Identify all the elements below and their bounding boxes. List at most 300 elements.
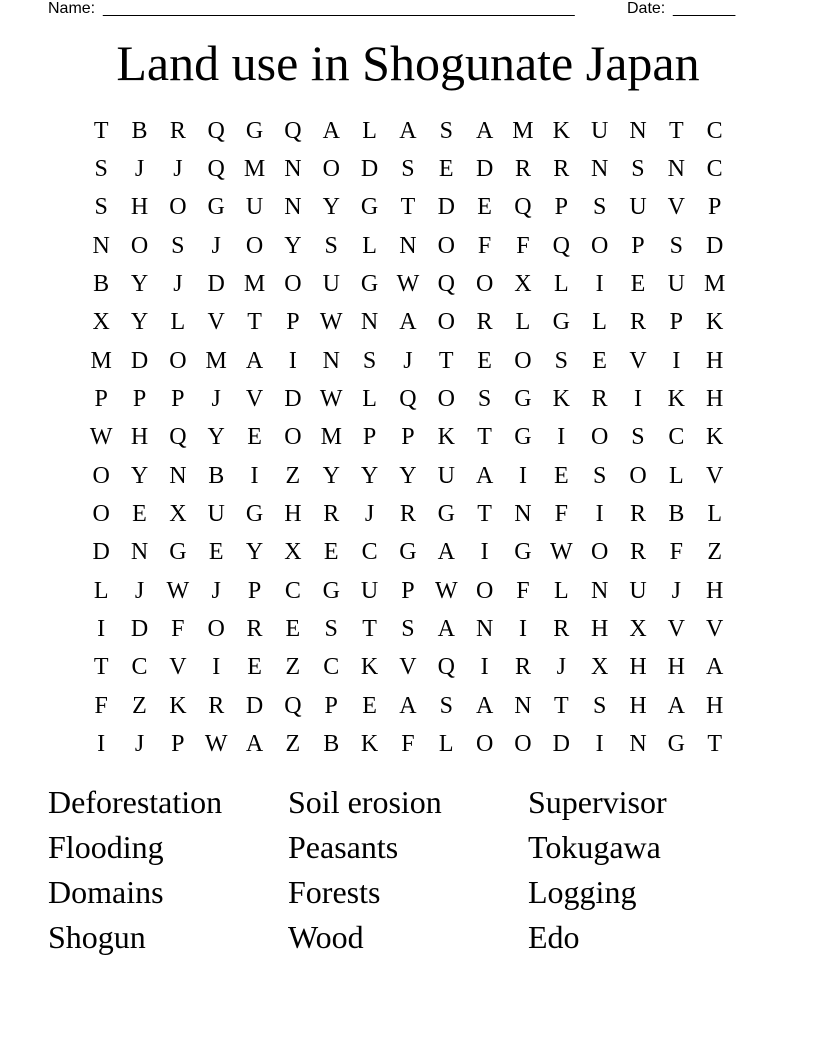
grid-letter: L [362,232,377,259]
grid-letter: J [173,271,183,298]
grid-letter: F [401,731,415,758]
grid-letter: B [323,731,340,758]
grid-letter: Y [322,462,340,489]
grid-letter: S [669,232,683,259]
grid-letter: J [211,386,221,413]
grid-letter: U [360,577,379,604]
grid-letter: X [284,539,302,566]
grid-letter: S [592,462,607,489]
grid-letter: R [208,692,225,719]
grid-letter: O [169,347,187,374]
grid-letter: A [706,654,724,681]
grid-letter: Q [437,654,455,681]
grid-letter: Q [399,386,417,413]
grid-letter: X [92,309,110,336]
grid-letter: O [437,232,455,259]
grid-letter: B [668,501,685,528]
grid-letter: J [211,232,221,259]
grid-letter: C [131,654,148,681]
grid-letter: O [514,347,532,374]
grid-letter: T [553,692,569,719]
grid-letter: Y [360,462,379,489]
grid-letter: W [319,386,343,413]
grid-letter: J [556,654,566,681]
grid-letter: A [245,731,264,758]
grid-letter: O [92,501,110,528]
grid-letter: Y [284,232,302,259]
grid-letter: S [439,117,453,144]
word-list-item: Logging [528,874,637,910]
grid-letter: H [706,692,724,719]
grid-letter: K [667,386,685,413]
grid-letter: Z [285,462,301,489]
grid-letter: I [633,386,642,413]
grid-letter: I [518,462,527,489]
grid-letter: T [707,731,722,758]
grid-letter: P [132,386,147,413]
grid-letter: O [92,462,110,489]
grid-letter: G [514,539,532,566]
grid-letter: R [169,117,186,144]
grid-letter: E [362,692,377,719]
grid-letter: N [284,156,302,183]
grid-letter: P [554,194,568,221]
grid-letter: I [557,424,566,451]
grid-letter: T [93,654,109,681]
grid-letter: R [553,616,570,643]
grid-letter: A [245,347,264,374]
grid-letter: H [590,616,609,643]
page-title: Land use in Shogunate Japan [116,35,700,91]
grid-letter: Y [130,462,149,489]
grid-letter: R [246,616,263,643]
grid-letter: M [243,271,266,298]
grid-letter: G [667,731,685,758]
grid-letter: E [630,271,646,298]
grid-letter: B [208,462,225,489]
grid-letter: F [516,232,530,259]
grid-letter: X [629,616,647,643]
grid-letter: Q [284,692,302,719]
name-label: Name: [48,0,96,17]
grid-letter: D [130,616,149,643]
grid-letter: N [360,309,379,336]
word-list-item: Deforestation [48,784,223,820]
grid-letter: A [475,462,494,489]
grid-letter: F [669,539,683,566]
grid-letter: X [514,271,532,298]
grid-letter: A [437,539,455,566]
grid-letter: H [706,577,724,604]
grid-letter: V [706,616,724,643]
grid-letter: U [667,271,685,298]
grid-letter: O [590,232,609,259]
grid-letter: S [171,232,185,259]
grid-letter: K [169,692,187,719]
grid-letter: P [286,309,300,336]
grid-letter: Y [399,462,417,489]
grid-letter: O [169,194,187,221]
grid-letter: U [322,271,340,298]
grid-letter: E [247,654,262,681]
name-field: _____________________________________________________ [103,0,575,17]
grid-letter: H [284,501,302,528]
grid-letter: H [130,424,149,451]
grid-letter: W [434,577,458,604]
grid-letter: R [553,156,570,183]
grid-letter: P [247,577,262,604]
grid-letter: W [204,731,228,758]
grid-letter: F [554,501,568,528]
grid-letter: W [396,271,420,298]
grid-letter: N [284,194,302,221]
grid-letter: P [401,577,415,604]
grid-letter: L [438,731,454,758]
grid-letter: P [669,309,683,336]
grid-letter: X [590,654,609,681]
grid-letter: O [130,232,149,259]
grid-letter: E [323,539,339,566]
grid-letter: N [399,232,417,259]
grid-letter: D [475,156,494,183]
word-list-item: Edo [528,919,580,955]
grid-letter: O [475,271,494,298]
grid-letter: E [553,462,569,489]
grid-letter: K [552,117,570,144]
grid-letter: L [515,309,531,336]
grid-letter: A [667,692,685,719]
grid-letter: G [245,117,264,144]
grid-letter: S [94,156,108,183]
grid-letter: S [324,232,338,259]
grid-letter: H [629,692,647,719]
grid-letter: C [284,577,301,604]
grid-letter: S [592,692,607,719]
grid-letter: R [399,501,416,528]
grid-letter: I [595,731,604,758]
grid-letter: K [706,424,724,451]
grid-letter: T [247,309,262,336]
grid-letter: I [97,731,106,758]
grid-letter: D [552,731,570,758]
grid-letter: J [134,156,145,183]
grid-letter: N [514,692,532,719]
grid-letter: U [629,577,647,604]
grid-letter: I [480,539,489,566]
grid-letter: V [207,309,225,336]
date-label: Date: [627,0,666,17]
grid-letter: A [475,692,494,719]
grid-letter: Q [514,194,532,221]
word-list-item: Wood [288,919,364,955]
grid-letter: K [360,731,379,758]
grid-letter: E [132,501,147,528]
word-list-item: Flooding [48,829,164,865]
grid-letter: L [592,309,607,336]
grid-letter: N [590,577,609,604]
grid-letter: J [211,577,221,604]
grid-letter: Z [132,692,147,719]
word-list-item: Shogun [48,919,146,955]
grid-letter: C [706,117,723,144]
grid-letter: T [477,424,492,451]
grid-letter: G [399,539,417,566]
grid-letter: C [323,654,340,681]
grid-letter: Y [130,271,149,298]
grid-letter: G [322,577,340,604]
grid-letter: L [553,577,569,604]
grid-letter: D [207,271,225,298]
word-search-grid [82,112,734,764]
grid-letter: D [437,194,455,221]
grid-letter: R [514,156,531,183]
grid-letter: I [672,347,681,374]
grid-letter: I [595,501,604,528]
word-list-item: Tokugawa [528,829,661,865]
grid-letter: V [667,616,685,643]
grid-letter: U [245,194,264,221]
grid-letter: N [514,501,532,528]
grid-letter: E [438,156,454,183]
grid-letter: E [477,347,492,374]
grid-letter: I [212,654,221,681]
grid-letter: P [401,424,415,451]
grid-letter: W [319,309,343,336]
grid-letter: B [131,117,148,144]
grid-letter: P [631,232,645,259]
grid-letter: A [399,309,417,336]
grid-letter: N [667,156,685,183]
grid-letter: Q [207,117,225,144]
grid-letter: M [90,347,112,374]
grid-letter: H [706,386,724,413]
grid-letter: O [475,731,494,758]
grid-letter: N [322,347,340,374]
grid-letter: V [706,462,724,489]
grid-letter: O [284,424,302,451]
grid-letter: Q [552,232,570,259]
grid-letter: O [245,232,264,259]
grid-letter: B [93,271,110,298]
grid-letter: F [94,692,108,719]
grid-letter: K [437,424,455,451]
grid-letter: O [590,539,609,566]
grid-letter: S [401,156,415,183]
grid-letter: P [94,386,108,413]
grid-letter: S [94,194,108,221]
grid-letter: O [437,309,455,336]
grid-letter: D [284,386,302,413]
grid-letter: M [320,424,342,451]
grid-letter: S [324,616,338,643]
grid-letter: F [516,577,530,604]
grid-letter: Z [285,654,301,681]
grid-letter: V [245,386,264,413]
header [0,0,816,22]
grid-letter: Z [285,731,301,758]
grid-letter: P [324,692,338,719]
grid-letter: I [288,347,297,374]
grid-letter: J [173,156,183,183]
grid-letter: R [629,501,646,528]
grid-letter: H [130,194,149,221]
grid-letter: E [208,539,224,566]
grid-letter: S [439,692,453,719]
grid-letter: V [667,194,685,221]
word-list-item: Soil erosion [288,784,442,820]
grid-letter: T [93,117,109,144]
grid-letter: G [552,309,570,336]
grid-letter: F [171,616,185,643]
grid-letter: Q [437,271,455,298]
grid-letter: G [514,424,532,451]
grid-letter: J [403,347,413,374]
grid-letter: W [166,577,190,604]
grid-letter: S [592,194,607,221]
grid-letter: O [590,424,609,451]
grid-letter: H [667,654,685,681]
grid-letter: Q [169,424,187,451]
grid-letter: Y [322,194,340,221]
grid-letter: Q [207,156,225,183]
grid-letter: T [400,194,416,221]
grid-letter: N [475,616,494,643]
grid-letter: Z [707,539,722,566]
grid-letter: D [706,232,724,259]
grid-letter: O [629,462,647,489]
grid-letter: R [514,654,531,681]
grid-letter: G [360,194,379,221]
grid-letter: O [284,271,302,298]
grid-letter: D [360,156,379,183]
grid-letter: I [518,616,527,643]
grid-letter: G [514,386,532,413]
grid-letter: A [399,692,417,719]
grid-letter: W [89,424,113,451]
grid-letter: S [631,424,645,451]
grid-letter: Y [245,539,264,566]
grid-letter: V [169,654,187,681]
grid-letter: T [438,347,454,374]
grid-letter: O [322,156,340,183]
grid-letter: P [362,424,377,451]
grid-letter: I [250,462,259,489]
grid-letter: A [475,117,494,144]
grid-letter: N [92,232,110,259]
grid-letter: P [171,731,185,758]
grid-letter: E [247,424,262,451]
grid-letter: O [207,616,225,643]
grid-letter: D [92,539,110,566]
grid-letter: G [245,501,264,528]
grid-letter: T [477,501,492,528]
grid-letter: V [629,347,647,374]
grid-letter: P [171,386,185,413]
grid-letter: L [553,271,569,298]
grid-letter: R [629,309,646,336]
grid-letter: K [360,654,379,681]
grid-letter: D [245,692,264,719]
grid-letter: S [554,347,568,374]
grid-letter: S [362,347,377,374]
grid-letter: G [360,271,379,298]
grid-letter: T [668,117,684,144]
grid-letter: H [629,654,647,681]
grid-letter: X [169,501,187,528]
grid-letter: U [437,462,455,489]
grid-letter: G [207,194,225,221]
grid-letter: A [322,117,340,144]
grid-letter: C [361,539,378,566]
grid-letter: S [477,386,492,413]
grid-letter: T [362,616,377,643]
grid-letter: U [590,117,609,144]
grid-letter: O [437,386,455,413]
grid-letter: F [477,232,492,259]
grid-letter: C [668,424,685,451]
grid-letter: J [364,501,375,528]
grid-letter: M [704,271,726,298]
date-field: _______ [673,0,736,17]
word-list [48,780,778,960]
grid-letter: L [93,577,109,604]
grid-letter: R [591,386,608,413]
grid-letter: C [706,156,723,183]
grid-letter: D [130,347,149,374]
grid-letter: K [552,386,570,413]
grid-letter: S [401,616,415,643]
grid-letter: G [437,501,455,528]
word-list-item: Peasants [288,829,399,865]
grid-letter: W [549,539,573,566]
grid-letter: R [323,501,340,528]
grid-letter: Y [207,424,225,451]
grid-letter: G [169,539,187,566]
grid-letter: I [595,271,604,298]
grid-letter: R [476,309,493,336]
word-list-item: Forests [288,874,381,910]
grid-letter: E [285,616,301,643]
grid-letter: A [437,616,455,643]
grid-letter: E [477,194,492,221]
grid-letter: R [629,539,646,566]
grid-letter: I [97,616,106,643]
grid-letter: Y [130,309,149,336]
grid-letter: N [169,462,187,489]
grid-letter: J [134,577,145,604]
grid-letter: V [399,654,417,681]
grid-letter: O [514,731,532,758]
grid-letter: N [629,117,647,144]
grid-letter: A [399,117,417,144]
grid-letter: L [668,462,684,489]
grid-letter: L [707,501,722,528]
grid-letter: N [629,731,647,758]
word-list-item: Supervisor [528,784,667,820]
grid-letter: P [707,194,722,221]
grid-letter: M [205,347,227,374]
grid-letter: Q [284,117,302,144]
grid-letter: U [629,194,647,221]
grid-letter: L [362,386,377,413]
grid-letter: N [590,156,609,183]
grid-letter: M [512,117,534,144]
grid-letter: S [631,156,645,183]
grid-letter: J [671,577,681,604]
grid-letter: K [706,309,724,336]
grid-letter: L [170,309,186,336]
grid-letter: U [207,501,225,528]
